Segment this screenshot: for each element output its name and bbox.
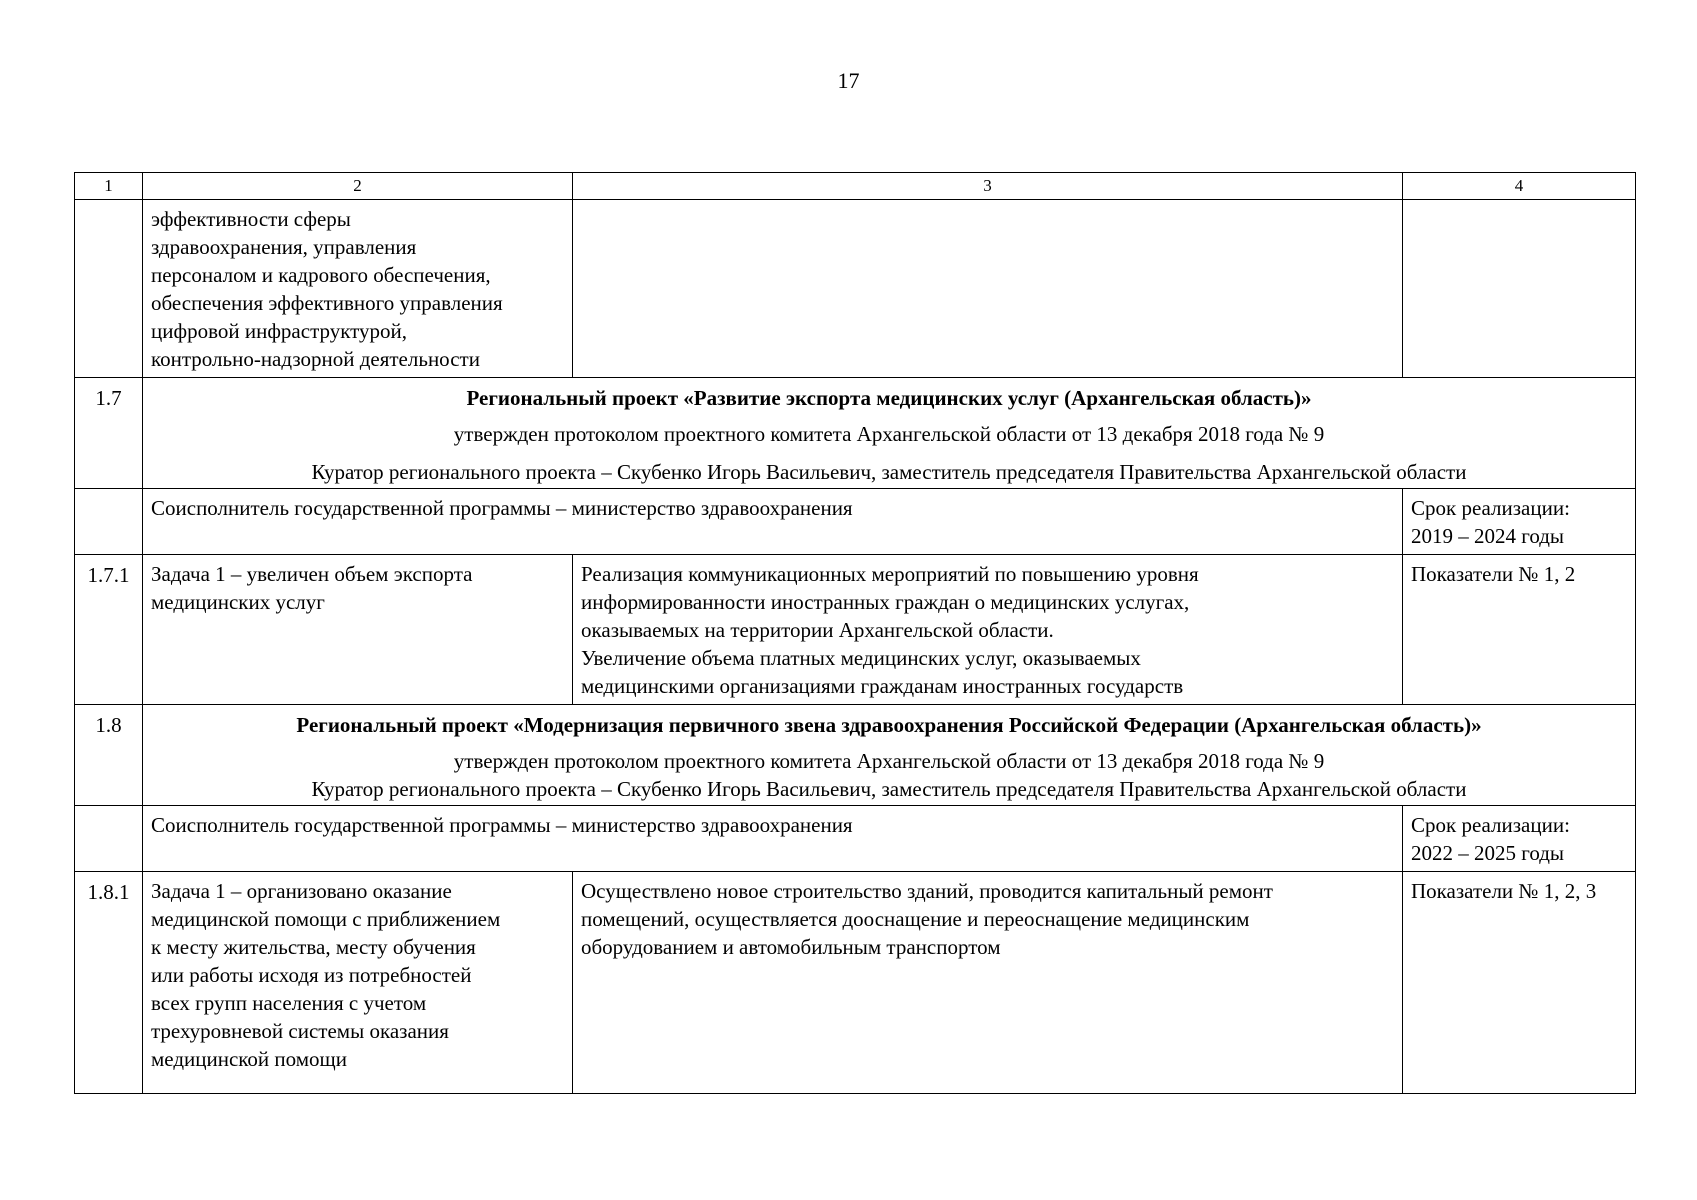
- text-line: контрольно-надзорной деятельности: [151, 347, 480, 371]
- coexecutor-row-1-7: [75, 489, 1636, 555]
- coexecutor-text: Соисполнитель государственной программы – министерство здравоохранения: [143, 806, 1403, 872]
- text-line: Реализация коммуникационных мероприятий по повышению уровня: [581, 562, 1199, 586]
- text-line: помещений, осуществляется дооснащение и переоснащение медицинским: [581, 907, 1250, 931]
- term-label: Срок реализации:: [1411, 496, 1570, 520]
- task-indicators: Показатели № 1, 2, 3: [1403, 872, 1636, 1094]
- text-line: персоналом и кадрового обеспечения,: [151, 263, 491, 287]
- empty-num-cell: [75, 489, 143, 555]
- task-result-cell: [573, 872, 1403, 1094]
- text-line: цифровой инфраструктурой,: [151, 319, 408, 343]
- project-approved: утвержден протоколом проектного комитета Архангельской области от 13 декабря 2018 года № 9: [453, 422, 1325, 446]
- column-number-3: 3: [573, 173, 1403, 200]
- coexecutor-row-1-8: [75, 806, 1636, 872]
- program-table: [74, 172, 1636, 1094]
- project-row-1-8: [75, 705, 1636, 806]
- column-number-1: 1: [75, 173, 143, 200]
- continuation-row: [75, 200, 1636, 378]
- text-line: медицинской помощи: [151, 1047, 347, 1071]
- text-line: обеспечения эффективного управления: [151, 291, 503, 315]
- text-line: трехуровневой системы оказания: [151, 1019, 449, 1043]
- continuation-col3-cell: [573, 200, 1403, 378]
- term-label: Срок реализации:: [1411, 813, 1570, 837]
- project-number: 1.7: [75, 378, 143, 489]
- project-title: Региональный проект «Модернизация первичного звена здравоохранения Российской Федерации (Архангельская область)»: [296, 713, 1482, 737]
- project-curator: Куратор регионального проекта – Скубенко Игорь Васильевич, заместитель председателя Правительства Архангельской области: [311, 777, 1467, 801]
- text-line: здравоохранения, управления: [151, 235, 417, 259]
- task-row-1-7-1: [75, 555, 1636, 705]
- task-text-cell: [143, 872, 573, 1094]
- text-line: Осуществлено новое строительство зданий, проводится капитальный ремонт: [581, 879, 1273, 903]
- project-number: 1.8: [75, 705, 143, 806]
- page-number: 17: [837, 68, 860, 93]
- project-title: Региональный проект «Развитие экспорта медицинских услуг (Архангельская область)»: [466, 386, 1312, 410]
- task-number: 1.8.1: [75, 872, 143, 1094]
- text-line: Увеличение объема платных медицинских услуг, оказываемых: [581, 646, 1141, 670]
- term-value: 2019 – 2024 годы: [1411, 524, 1565, 548]
- task-text-cell: [143, 555, 573, 705]
- text-line: всех групп населения с учетом: [151, 991, 427, 1015]
- continuation-num-cell: [75, 200, 143, 378]
- text-line: медицинской помощи с приближением: [151, 907, 501, 931]
- column-number-2: 2: [143, 173, 573, 200]
- continuation-col4-cell: [1403, 200, 1636, 378]
- project-header-cell: [143, 378, 1636, 489]
- text-line: эффективности сферы: [151, 207, 351, 231]
- project-header-cell: [143, 705, 1636, 806]
- text-line: медицинскими организациями гражданам иностранных государств: [581, 674, 1184, 698]
- task-number: 1.7.1: [75, 555, 143, 705]
- task-row-1-8-1: [75, 872, 1636, 1094]
- task-result-cell: [573, 555, 1403, 705]
- project-approved: утвержден протоколом проектного комитета Архангельской области от 13 декабря 2018 года № 9: [453, 749, 1325, 773]
- term-cell: [1403, 806, 1636, 872]
- text-line: Задача 1 – увеличен объем экспорта: [151, 562, 473, 586]
- empty-num-cell: [75, 806, 143, 872]
- continuation-text-cell: [143, 200, 573, 378]
- project-curator: Куратор регионального проекта – Скубенко Игорь Васильевич, заместитель председателя Правительства Архангельской области: [311, 460, 1467, 484]
- text-line: Задача 1 – организовано оказание: [151, 879, 452, 903]
- text-line: медицинских услуг: [151, 590, 325, 614]
- coexecutor-text: Соисполнитель государственной программы – министерство здравоохранения: [143, 489, 1403, 555]
- text-line: информированности иностранных граждан о медицинских услугах,: [581, 590, 1190, 614]
- term-cell: [1403, 489, 1636, 555]
- project-row-1-7: [75, 378, 1636, 489]
- text-line: оборудованием и автомобильным транспортом: [581, 935, 1001, 959]
- text-line: к месту жительства, месту обучения: [151, 935, 476, 959]
- task-indicators: Показатели № 1, 2: [1403, 555, 1636, 705]
- column-number-row: [75, 173, 1636, 200]
- text-line: или работы исходя из потребностей: [151, 963, 472, 987]
- term-value: 2022 – 2025 годы: [1411, 841, 1565, 865]
- text-line: оказываемых на территории Архангельской области.: [581, 618, 1054, 642]
- column-number-4: 4: [1403, 173, 1636, 200]
